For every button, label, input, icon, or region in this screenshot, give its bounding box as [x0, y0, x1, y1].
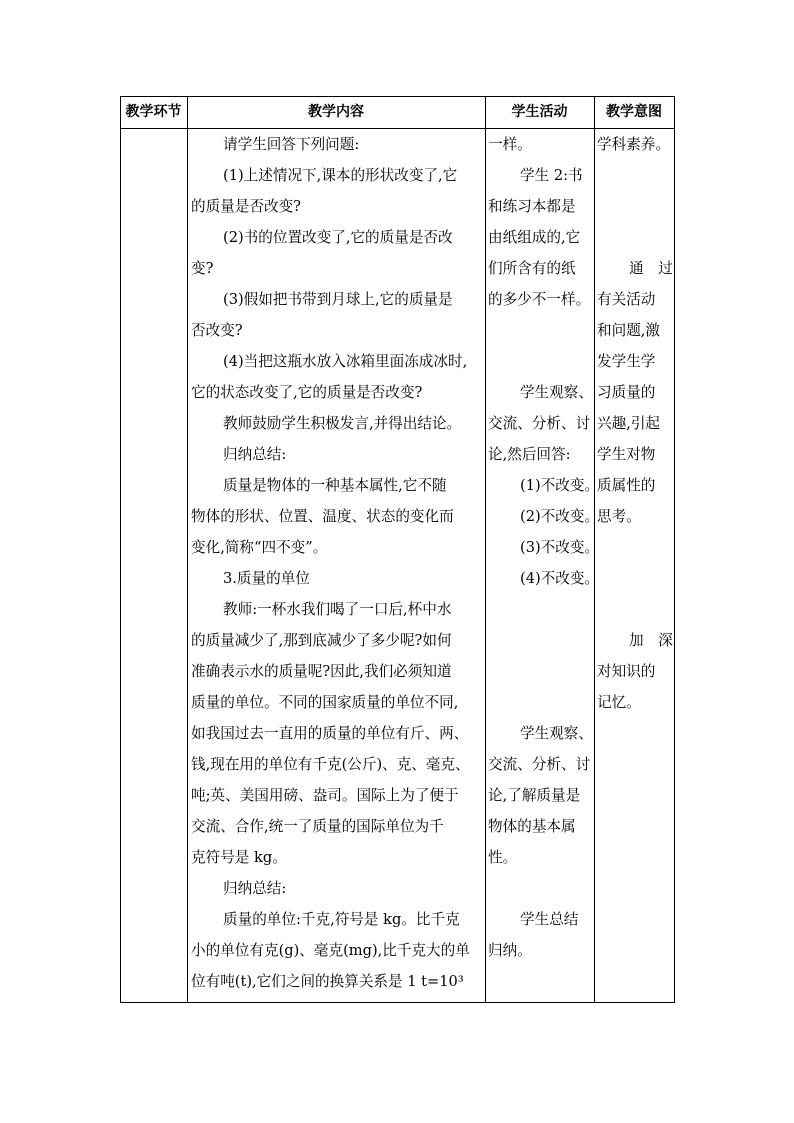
intent-line: 思考。: [597, 508, 641, 525]
header-teaching-stage: 教学环节: [125, 104, 182, 120]
activity-line: 交流、分析、讨: [488, 415, 591, 432]
teaching-content-cell: [191, 129, 483, 997]
activity-line: (3)不改变。: [520, 539, 600, 556]
activity-line: (4)不改变。: [520, 570, 600, 587]
content-line: 交流、合作,统一了质量的国际单位为千: [191, 818, 444, 835]
content-line: 钱,现在用的单位有千克(公斤)、克、毫克、: [191, 756, 470, 773]
content-line: 变?: [191, 260, 214, 277]
content-line: (1)上述情况下,课本的形状改变了,它: [223, 167, 458, 184]
content-line: (2)书的位置改变了,它的质量是否改: [223, 229, 453, 246]
activity-line: 学生观察、: [520, 384, 593, 401]
column-divider-2: [485, 96, 486, 1003]
activity-line: 和练习本都是: [488, 198, 576, 215]
content-line: 物体的形状、位置、温度、状态的变化而: [191, 508, 454, 525]
header-student-activity: 学生活动: [511, 104, 568, 120]
intent-line: 学生对物: [597, 446, 656, 463]
content-line: 克符号是 kg。: [191, 849, 287, 866]
content-line: 位有吨(t),它们之间的换算关系是 1 t=10³: [191, 973, 464, 990]
content-line: 小的单位有克(g)、毫克(mg),比千克大的单: [191, 942, 470, 959]
intent-line: 兴趣,引起: [597, 415, 661, 432]
activity-line: 一样。: [488, 136, 532, 153]
activity-line: (2)不改变。: [520, 508, 600, 525]
activity-line: 学生观察、: [520, 725, 593, 742]
intent-line: 学科素养。: [597, 136, 670, 153]
activity-line: 性。: [488, 849, 518, 866]
content-line: 吨;英、美国用磅、盎司。国际上为了便于: [191, 787, 459, 804]
content-line: 归纳总结:: [223, 446, 287, 463]
intent-line: 习质量的: [597, 384, 656, 401]
activity-line: 们所含有的纸: [488, 260, 576, 277]
intent-line: 通 过: [629, 260, 673, 277]
activity-line: 论,然后回答:: [488, 446, 571, 463]
content-line: 的质量是否改变?: [191, 198, 301, 215]
table-border-left: [120, 96, 121, 1003]
activity-line: 的多少不一样。: [488, 291, 591, 308]
student-activity-cell: [488, 129, 600, 966]
header-teaching-intent: 教学意图: [606, 104, 662, 120]
content-line: 教师鼓励学生积极发言,并得出结论。: [223, 415, 462, 432]
activity-line: 由纸组成的,它: [488, 229, 581, 246]
content-line: 质量的单位:千克,符号是 kg。比千克: [223, 911, 460, 928]
content-line: 它的状态改变了,它的质量是否改变?: [191, 384, 423, 401]
intent-line: 发学生学: [597, 353, 656, 370]
content-line: 质量的单位。不同的国家质量的单位不同,: [191, 694, 459, 711]
column-divider-1: [187, 96, 188, 1003]
content-line: 归纳总结:: [223, 880, 287, 897]
intent-line: 质属性的: [597, 477, 656, 494]
content-line: 请学生回答下列问题:: [223, 136, 360, 153]
content-line: 的质量减少了,那到底减少了多少呢?如何: [191, 632, 452, 649]
table-border-right: [674, 96, 675, 1003]
intent-line: 和问题,激: [597, 322, 661, 339]
activity-line: 学生总结: [520, 911, 579, 928]
content-line: 质量是物体的一种基本属性,它不随: [223, 477, 447, 494]
activity-line: 论,了解质量是: [488, 787, 581, 804]
teaching-intent-cell: [597, 129, 673, 718]
activity-line: 归纳。: [488, 942, 532, 959]
content-line: 否改变?: [191, 322, 243, 339]
content-line: 准确表示水的质量呢?因此,我们必须知道: [191, 663, 452, 680]
table-border-bottom: [120, 1002, 675, 1003]
content-line: (4)当把这瓶水放入冰箱里面冻成冰时,: [223, 353, 468, 370]
activity-line: 物体的基本属: [488, 818, 576, 835]
intent-line: 有关活动: [597, 291, 656, 308]
content-line: 3.质量的单位: [223, 570, 310, 587]
intent-line: 记忆。: [597, 694, 641, 711]
activity-line: 交流、分析、讨: [488, 756, 591, 773]
activity-line: (1)不改变。: [520, 477, 600, 494]
intent-line: 加 深: [629, 632, 673, 649]
content-line: (3)假如把书带到月球上,它的质量是: [223, 291, 453, 308]
header-teaching-content: 教学内容: [308, 104, 364, 120]
content-line: 教师:一杯水我们喝了一口后,杯中水: [223, 601, 452, 618]
content-line: 如我国过去一直用的质量的单位有斤、两、: [191, 725, 469, 742]
intent-line: 对知识的: [597, 663, 656, 680]
content-line: 变化,简称“四不变”。: [191, 539, 328, 556]
activity-line: 学生 2:书: [520, 167, 583, 184]
lesson-plan-table: [120, 96, 675, 1003]
